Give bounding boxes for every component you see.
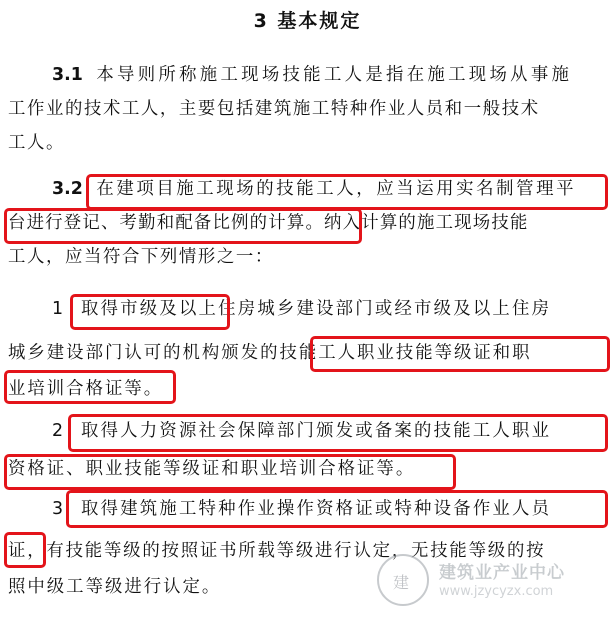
clause-3-1-line-3: 工人。	[8, 133, 65, 153]
item-number: 3	[52, 499, 66, 519]
clause-3-2-line-3: 工人，应当符合下列情形之一：	[8, 247, 274, 267]
highlight-box	[70, 294, 230, 330]
highlight-box	[66, 490, 608, 528]
clause-number: 3.1	[52, 65, 83, 85]
item-text-highlighted: 取得建筑施工特种作业操作资格证或特种设备作业人员	[81, 499, 552, 519]
item-3-line-3: 照中级工等级进行认定。	[8, 577, 222, 597]
clause-text: 纳入计算的施工现场技能	[324, 213, 529, 233]
watermark-url: www.jzycyzx.com	[439, 584, 554, 599]
highlight-box	[4, 454, 456, 490]
item-number: 1	[52, 299, 66, 319]
item-text-highlighted: 取得人力资源社会保障部门颁发或备案的技能工人职业	[81, 421, 552, 441]
clause-number: 3.2	[52, 179, 83, 199]
watermark-title: 建筑业产业中心	[439, 563, 565, 583]
item-number: 2	[52, 421, 66, 441]
item-text-highlighted: 证，	[8, 541, 47, 561]
item-text-highlighted: 取得市级及以上	[81, 299, 219, 319]
highlight-box	[68, 414, 608, 452]
clause-text-highlighted: 台进行登记、考勤和配备比例的计算。	[8, 213, 325, 233]
highlight-box	[86, 174, 608, 210]
item-text: 住房城乡建设部门或经市级及以上住房	[218, 299, 552, 319]
watermark-logo-icon: 建	[377, 554, 429, 606]
item-1-line-3: 业培训合格证等。	[8, 379, 164, 399]
highlight-box	[4, 370, 176, 404]
clause-3-1-line-2: 工作业的技术工人，主要包括建筑施工特种作业人员和一般技术	[8, 99, 540, 119]
item-text: 有技能等级的按照证书所载等级进行认定，无技能等级的按	[46, 541, 546, 561]
clause-text: 本导则所称施工现场技能工人是指在施工现场从事施	[96, 65, 573, 85]
item-text: 城乡建设部门认可的机构颁发的	[8, 343, 280, 363]
highlight-box	[4, 208, 362, 244]
section-title: 3 基本规定	[253, 10, 362, 32]
highlight-box	[310, 336, 610, 372]
item-text-highlighted: 技能工人职业技能等级证和职	[279, 343, 532, 363]
clause-3-1-line-1	[52, 58, 572, 92]
item-2-line-2: 资格证、职业技能等级证和职业培训合格证等。	[8, 459, 416, 479]
watermark	[377, 550, 607, 620]
highlight-box	[4, 532, 46, 568]
clause-text: 在建项目施工现场的技能工人，应当运用实名制管理平	[96, 179, 577, 199]
